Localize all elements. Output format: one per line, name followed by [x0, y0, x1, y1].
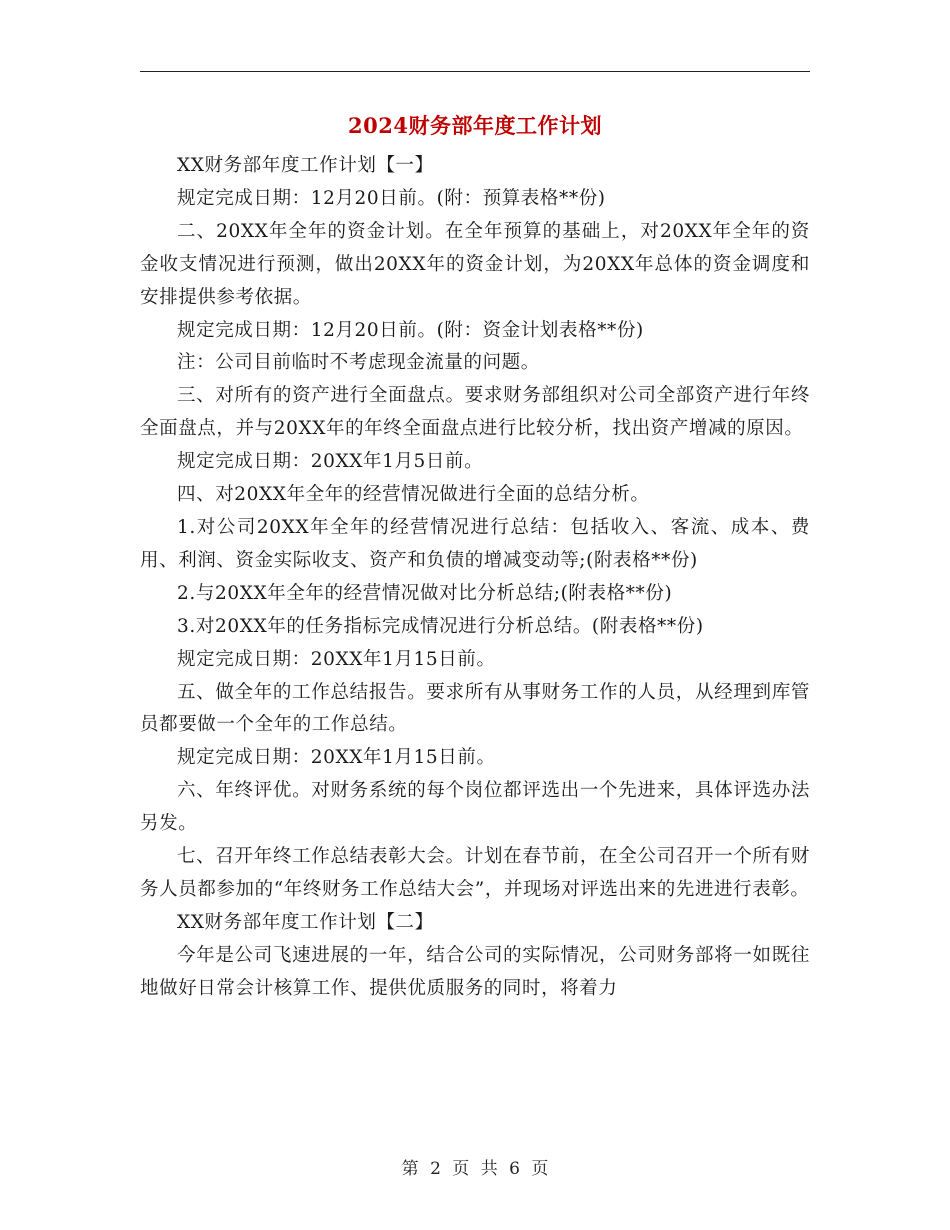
paragraph: 注：公司目前临时不考虑现金流量的问题。	[177, 352, 540, 374]
paragraph: 六、年终评优。对财务系统的每个岗位都评选出一个先进来，具体评选办法另发。	[140, 780, 810, 835]
paragraph: 今年是公司飞速进展的一年，结合公司的实际情况，公司财务部将一如既往地做好日常会计核算工作、提供优质服务的同时，将着力	[140, 944, 810, 999]
document-title: 2024财务部年度工作计划	[348, 113, 602, 138]
paragraph: 2.与20XX年全年的经营情况做对比分析总结;(附表格**份)	[177, 582, 673, 604]
paragraph: 规定完成日期：12月20日前。(附：预算表格**份)	[177, 187, 606, 209]
paragraph: 七、召开年终工作总结表彰大会。计划在春节前，在全公司召开一个所有财务人员都参加的“年终财务工作总结大会”，并现场对评选出来的先进进行表彰。	[140, 846, 810, 900]
paragraph: 四、对20XX年全年的经营情况做进行全面的总结分析。	[177, 484, 650, 506]
paragraph: 三、对所有的资产进行全面盘点。要求财务部组织对公司全部资产进行年终全面盘点，并与20XX年的年终全面盘点进行比较分析，找出资产增减的原因。	[140, 385, 810, 440]
paragraph: 规定完成日期：20XX年1月15日前。	[177, 648, 496, 670]
paragraph: XX财务部年度工作计划【二】	[177, 911, 434, 933]
paragraph: XX财务部年度工作计划【一】	[177, 155, 434, 176]
page-number: 第 2 页 共 6 页	[401, 1159, 549, 1179]
paragraph: 规定完成日期：20XX年1月15日前。	[177, 747, 496, 769]
document-body	[140, 150, 810, 1006]
paragraph: 3.对20XX年的任务指标完成情况进行分析总结。(附表格**份)	[177, 615, 704, 637]
header-rule	[140, 71, 810, 72]
paragraph: 1.对公司20XX年全年的经营情况进行总结：包括收入、客流、成本、费用、利润、资金实际收支、资产和负债的增减变动等;(附表格**份)	[140, 516, 810, 571]
paragraph: 二、20XX年全年的资金计划。在全年预算的基础上，对20XX年全年的资金收支情况进行预测，做出20XX年的资金计划，为20XX年总体的资金调度和安排提供参考依据。	[140, 220, 810, 308]
paragraph: 五、做全年的工作总结报告。要求所有从事财务工作的人员，从经理到库管员都要做一个全年的工作总结。	[140, 681, 810, 736]
paragraph: 规定完成日期：20XX年1月5日前。	[177, 451, 484, 473]
paragraph: 规定完成日期：12月20日前。(附：资金计划表格**份)	[177, 319, 644, 341]
